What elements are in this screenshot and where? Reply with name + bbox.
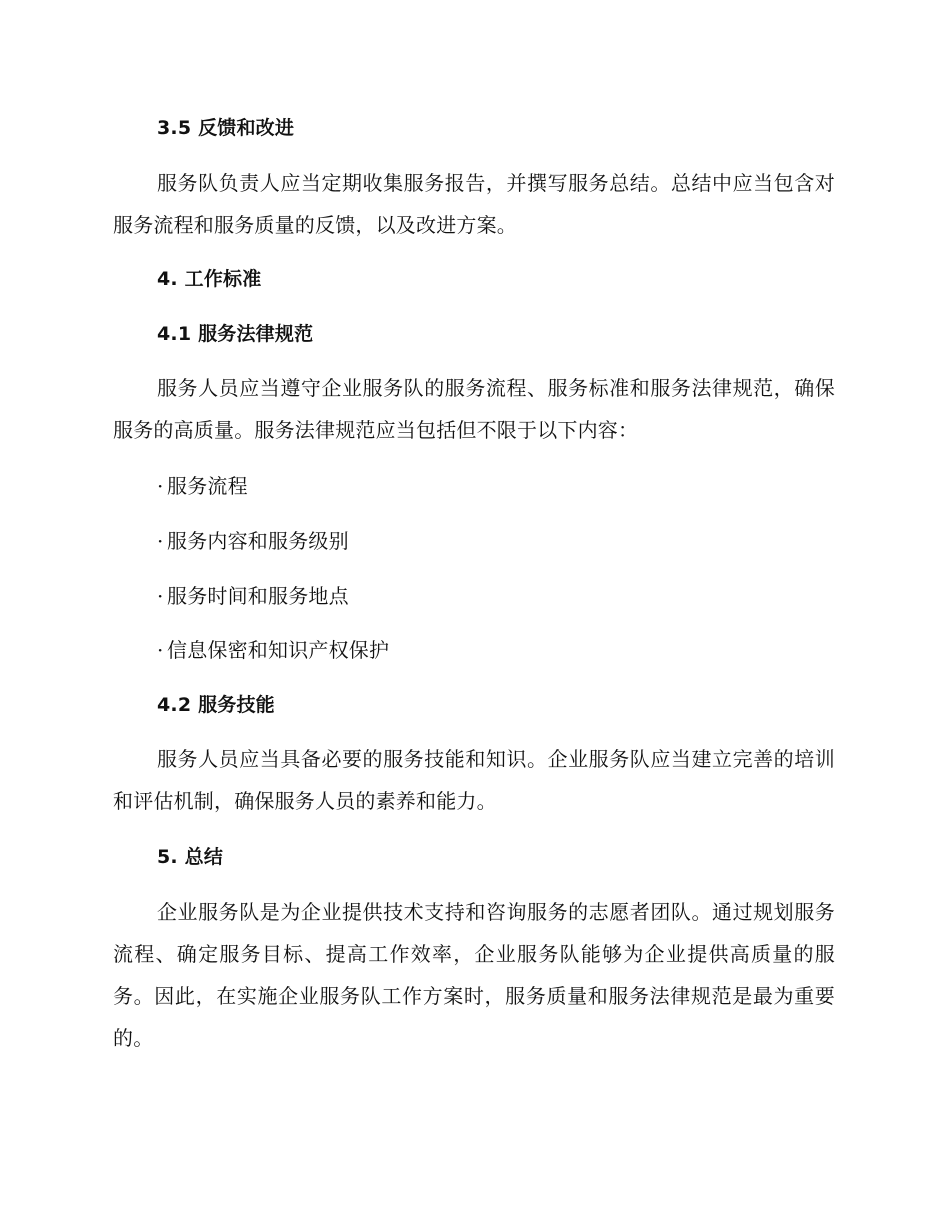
bullet-marker: ·: [157, 638, 164, 662]
paragraph-4-2: 服务人员应当具备必要的服务技能和知识。企业服务队应当建立完善的培训和评估机制，确保服务人员的素养和能力。: [113, 747, 835, 813]
heading-4-1: 4.1 服务法律规范: [157, 323, 314, 345]
bullet-item: [157, 472, 837, 500]
bullet-item: [157, 527, 837, 555]
bullet-text: 服务时间和服务地点: [167, 584, 349, 608]
heading-5: 5. 总结: [157, 846, 224, 868]
paragraph-5: 企业服务队是为企业提供技术支持和咨询服务的志愿者团队。通过规划服务流程、确定服务目标、提高工作效率，企业服务队能够为企业提供高质量的服务。因此，在实施企业服务队工作方案时，服务质量和服务法律规范是最为重要的。: [113, 900, 835, 1050]
bullet-item: [157, 636, 837, 664]
paragraph-3-5: 服务队负责人应当定期收集服务报告，并撰写服务总结。总结中应当包含对服务流程和服务质量的反馈，以及改进方案。: [113, 171, 835, 237]
paragraph-4-1: 服务人员应当遵守企业服务队的服务流程、服务标准和服务法律规范，确保服务的高质量。服务法律规范应当包括但不限于以下内容：: [113, 376, 835, 442]
bullet-text: 服务内容和服务级别: [167, 529, 349, 553]
bullet-text: 信息保密和知识产权保护: [167, 638, 390, 662]
bullet-text: 服务流程: [167, 474, 248, 498]
bullet-marker: ·: [157, 529, 164, 553]
heading-3-5: 3.5 反馈和改进: [157, 117, 295, 139]
bullet-marker: ·: [157, 474, 164, 498]
bullet-marker: ·: [157, 584, 164, 608]
heading-4: 4. 工作标准: [157, 268, 262, 290]
bullet-item: [157, 582, 837, 610]
heading-4-2: 4.2 服务技能: [157, 694, 275, 716]
